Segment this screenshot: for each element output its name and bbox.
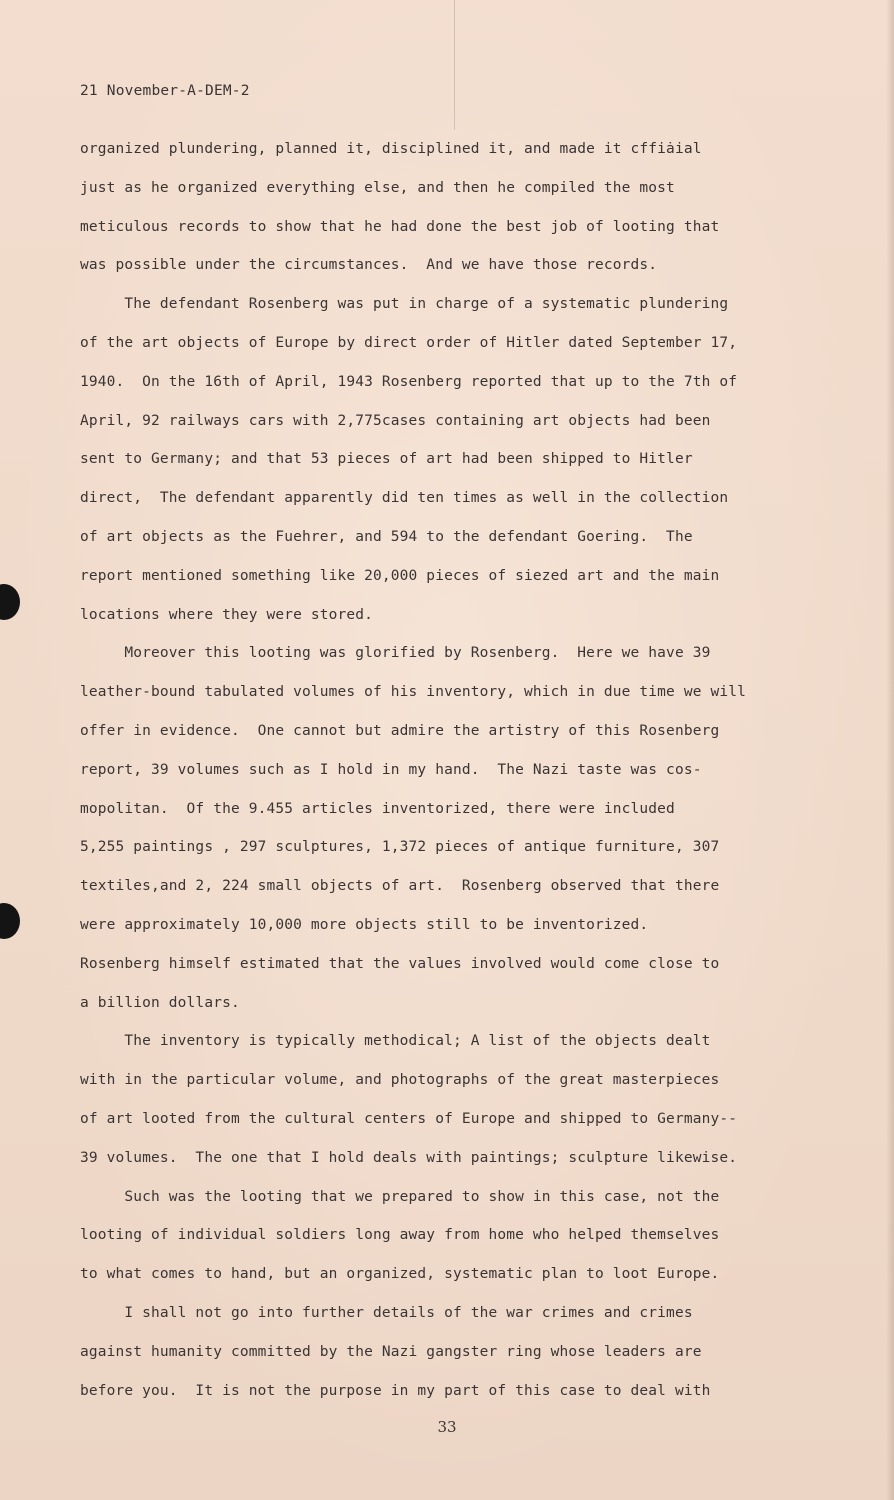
text-line: offer in evidence. One cannot but admire the artistry of this Rosenberg (80, 722, 720, 739)
text-line: Such was the looting that we prepared to show in this case, not the (80, 1188, 720, 1205)
document-body (80, 130, 820, 1410)
binder-hole (0, 903, 20, 939)
page-edge (886, 0, 894, 1500)
text-line: The defendant Rosenberg was put in charge of a systematic plundering (80, 296, 729, 313)
text-line: I shall not go into further details of the war crimes and crimes (80, 1304, 693, 1321)
text-line: Moreover this looting was glorified by Rosenberg. Here we have 39 (80, 645, 711, 662)
text-line: before you. It is not the purpose in my part of this case to deal with (80, 1382, 711, 1399)
text-line: a billion dollars. (80, 994, 240, 1011)
text-line: sent to Germany; and that 53 pieces of art had been shipped to Hitler (80, 451, 693, 468)
text-line: looting of individual soldiers long away from home who helped themselves (80, 1227, 720, 1244)
page-number: 33 (437, 1418, 457, 1436)
text-line: meticulous records to show that he had done the best job of looting that (80, 218, 720, 235)
text-line: against humanity committed by the Nazi gangster ring whose leaders are (80, 1343, 702, 1360)
text-line: were approximately 10,000 more objects still to be inventorized. (80, 916, 649, 933)
text-line: with in the particular volume, and photographs of the great masterpieces (80, 1072, 720, 1089)
text-line: 5,255 paintings , 297 sculptures, 1,372 pieces of antique furniture, 307 (80, 839, 720, 856)
text-line: leather-bound tabulated volumes of his inventory, which in due time we will (80, 684, 746, 701)
text-line: just as he organized everything else, and then he compiled the most (80, 179, 675, 196)
text-line: report, 39 volumes such as I hold in my hand. The Nazi taste was cos- (80, 761, 702, 778)
paper-crease (454, 0, 455, 130)
text-line: report mentioned something like 20,000 pieces of siezed art and the main (80, 567, 720, 584)
text-line: 39 volumes. The one that I hold deals with paintings; sculpture likewise. (80, 1149, 738, 1166)
text-line: April, 92 railways cars with 2,775cases containing art objects had been (80, 412, 711, 429)
text-line: direct, The defendant apparently did ten times as well in the collection (80, 490, 729, 507)
binder-hole (0, 584, 20, 620)
text-line: organized plundering, planned it, disciplined it, and made it cffiȧial (80, 141, 702, 157)
text-line: 1940. On the 16th of April, 1943 Rosenberg reported that up to the 7th of (80, 373, 738, 390)
text-line: Rosenberg himself estimated that the values involved would come close to (80, 955, 720, 972)
text-line: locations where they were stored. (80, 606, 374, 623)
text-line: of art objects as the Fuehrer, and 594 to the defendant Goering. The (80, 528, 693, 545)
document-header: 21 November-A-DEM-2 (80, 83, 250, 99)
text-line: of art looted from the cultural centers of Europe and shipped to Germany-- (80, 1110, 738, 1127)
text-line: mopolitan. Of the 9.455 articles inventorized, there were included (80, 800, 675, 817)
text-line: was possible under the circumstances. And we have those records. (80, 257, 658, 274)
text-line: The inventory is typically methodical; A list of the objects dealt (80, 1033, 711, 1050)
text-line: textiles,and 2, 224 small objects of art. Rosenberg observed that there (80, 878, 720, 895)
text-line: of the art objects of Europe by direct order of Hitler dated September 17, (80, 334, 738, 351)
text-line: to what comes to hand, but an organized, systematic plan to loot Europe. (80, 1266, 720, 1283)
